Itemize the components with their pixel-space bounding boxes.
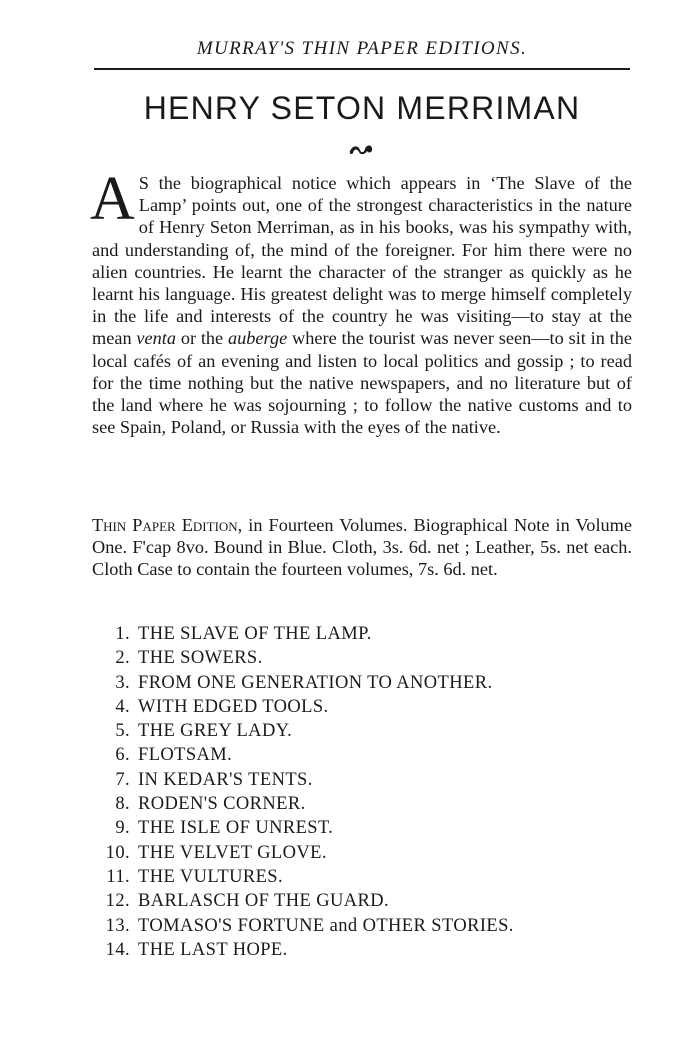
list-item — [92, 816, 514, 840]
volume-number: 4. — [115, 696, 130, 717]
volume-title: THE SLAVE OF THE LAMP. — [138, 624, 372, 644]
bio-venta: venta — [136, 328, 176, 349]
fleuron-ornament-icon — [348, 142, 374, 156]
list-item — [92, 914, 514, 938]
edition-label: Thin Paper Edition, — [92, 515, 243, 535]
volume-title: THE SOWERS. — [138, 648, 263, 669]
volume-title: THE VULTURES. — [138, 866, 283, 887]
volume-number: 10. — [105, 842, 130, 863]
volume-title: THE LAST HOPE. — [138, 939, 288, 960]
biographical-paragraph — [90, 165, 633, 438]
list-item — [92, 792, 514, 816]
list-item — [92, 938, 514, 962]
list-item — [92, 719, 514, 743]
volume-title: TOMASO'S FORTUNE and OTHER STORIES. — [138, 915, 514, 936]
volume-title: THE GREY LADY. — [138, 721, 293, 742]
volume-title: WITH EDGED TOOLS. — [138, 696, 329, 717]
volume-title: FLOTSAM. — [138, 745, 233, 766]
volume-number: 3. — [115, 672, 130, 693]
volume-title: RODEN'S CORNER. — [138, 794, 306, 815]
bio-auberge: auberge — [228, 328, 288, 349]
bio-text-2: or the — [180, 328, 224, 349]
list-item — [92, 889, 514, 913]
list-item — [92, 841, 514, 865]
volume-title: BARLASCH OF THE GUARD. — [138, 891, 390, 912]
volume-list — [92, 622, 514, 962]
volume-number: 11. — [106, 866, 130, 887]
list-item — [92, 671, 514, 695]
volume-number: 6. — [115, 745, 130, 766]
volume-number: 12. — [105, 891, 130, 912]
volume-title: THE VELVET GLOVE. — [138, 842, 327, 863]
volume-number: 1. — [115, 624, 130, 644]
page-title: HENRY SETON MERRIMAN — [143, 90, 581, 126]
volume-number: 13. — [105, 915, 130, 936]
volume-number: 7. — [115, 769, 130, 790]
volume-title: THE ISLE OF UNREST. — [138, 818, 334, 839]
header-rule — [94, 68, 630, 70]
list-item — [92, 622, 514, 646]
volume-number: 9. — [115, 818, 130, 839]
running-head: MURRAY'S THIN PAPER EDITIONS. — [196, 38, 528, 59]
list-item — [92, 695, 514, 719]
volume-number: 2. — [115, 648, 130, 669]
volume-title: IN KEDAR'S TENTS. — [138, 769, 313, 790]
list-item — [92, 646, 514, 670]
volume-number: 8. — [115, 794, 130, 815]
edition-paragraph — [92, 514, 632, 581]
volume-number: 14. — [105, 939, 130, 960]
list-item — [92, 768, 514, 792]
bio-text-3: where the tourist was never seen—to sit in the local cafés of an evening and listen to local politics and gossip ; to read for the time nothing but the native newspapers, and no literature but of the land where he was sojourning ; to follow the native customs and to see Spain, Poland, or Russia with the eyes of the native. — [92, 328, 633, 438]
list-item — [92, 743, 514, 767]
edition-text: in Fourteen Volumes. Biographical Note in Volume One. F'cap 8vo. Bound in Blue. Cloth, 3s. 6d. net ; Leather, 5s. net each. Cloth Case to contain the fourteen volumes, 7s. 6d. net. — [92, 515, 633, 580]
bio-text-1: S the biographical notice which appears in ‘The Slave of the Lamp’ points out, one of the strongest characteristics in the nature of Henry Seton Merriman, as in his books, was his sympathy with, and understanding of, the mind of the foreigner. For him there were no alien countries. He learnt the character of the stranger as quickly as he learnt his language. His greatest delight was to merge himself completely in the life and interests of the country he was visiting—to stay at the mean — [92, 173, 632, 349]
drop-cap: A — [90, 165, 135, 233]
volume-title: FROM ONE GENERATION TO ANOTHER. — [138, 672, 493, 693]
volume-number: 5. — [115, 721, 130, 742]
list-item — [92, 865, 514, 889]
